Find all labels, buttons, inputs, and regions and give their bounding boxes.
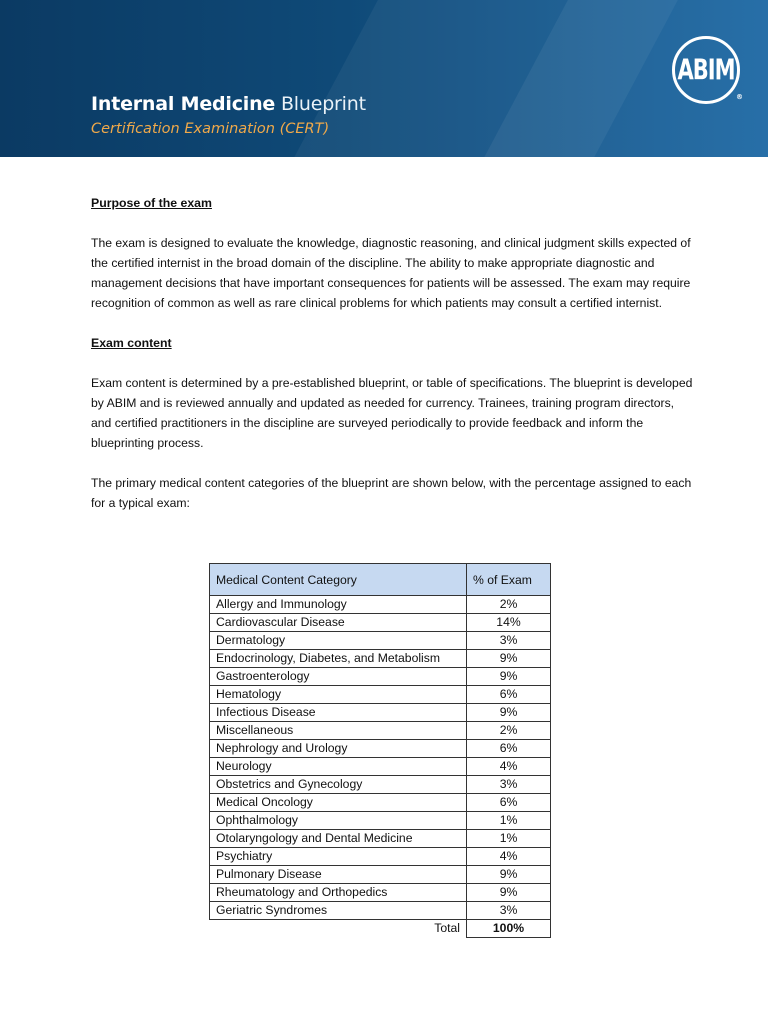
- table-row: [210, 776, 551, 794]
- table-row: [210, 848, 551, 866]
- category-cell: Medical Oncology: [210, 794, 467, 812]
- title-bold: Internal Medicine: [91, 93, 276, 115]
- table-row: [210, 614, 551, 632]
- table-row: [210, 722, 551, 740]
- table-row: [210, 740, 551, 758]
- header-banner: [0, 0, 768, 157]
- table-row: [210, 794, 551, 812]
- percent-cell: 3%: [467, 632, 551, 650]
- table-row: [210, 812, 551, 830]
- logo-text: ABIM: [677, 53, 735, 87]
- percent-cell: 9%: [467, 884, 551, 902]
- blueprint-table: [209, 563, 551, 938]
- category-cell: Nephrology and Urology: [210, 740, 467, 758]
- content-paragraph-1: Exam content is determined by a pre-established blueprint, or table of specifications. The blueprint is developed by ABIM and is reviewed annually and updated as needed for currency. Trainees, training program directors, and certified practitioners in the discipline are surveyed periodically to provide feedback and inform the blueprinting process.: [91, 376, 693, 450]
- category-cell: Ophthalmology: [210, 812, 467, 830]
- content-paragraph-2: The primary medical content categories of the blueprint are shown below, with the percentage assigned to each for a typical exam:: [91, 476, 692, 510]
- percent-cell: 6%: [467, 686, 551, 704]
- table-row: [210, 650, 551, 668]
- percent-cell: 4%: [467, 758, 551, 776]
- percent-cell: 1%: [467, 830, 551, 848]
- percent-cell: 2%: [467, 722, 551, 740]
- table-row: [210, 884, 551, 902]
- table-row: [210, 866, 551, 884]
- column-header-percent: % of Exam: [467, 564, 551, 596]
- percent-cell: 4%: [467, 848, 551, 866]
- table-total-row: [210, 920, 551, 938]
- column-header-category: Medical Content Category: [210, 564, 467, 596]
- category-cell: Cardiovascular Disease: [210, 614, 467, 632]
- table-row: [210, 686, 551, 704]
- table-row: [210, 632, 551, 650]
- category-cell: Geriatric Syndromes: [210, 902, 467, 920]
- percent-cell: 3%: [467, 902, 551, 920]
- table-row: [210, 830, 551, 848]
- abim-logo: [672, 36, 743, 104]
- table-row: [210, 704, 551, 722]
- percent-cell: 9%: [467, 866, 551, 884]
- purpose-heading: Purpose of the exam: [91, 196, 212, 210]
- percent-cell: 9%: [467, 668, 551, 686]
- category-cell: Pulmonary Disease: [210, 866, 467, 884]
- percent-cell: 2%: [467, 596, 551, 614]
- total-value: 100%: [467, 920, 551, 938]
- percent-cell: 9%: [467, 704, 551, 722]
- percent-cell: 9%: [467, 650, 551, 668]
- category-cell: Psychiatry: [210, 848, 467, 866]
- document-body: [91, 193, 697, 513]
- percent-cell: 6%: [467, 740, 551, 758]
- page-title: [91, 93, 366, 115]
- category-cell: Gastroenterology: [210, 668, 467, 686]
- category-cell: Obstetrics and Gynecology: [210, 776, 467, 794]
- title-light: Blueprint: [280, 93, 366, 115]
- percent-cell: 3%: [467, 776, 551, 794]
- logo-registered-mark: ®: [736, 93, 743, 101]
- category-cell: Allergy and Immunology: [210, 596, 467, 614]
- content-heading: Exam content: [91, 336, 172, 350]
- category-cell: Neurology: [210, 758, 467, 776]
- blueprint-table-container: [209, 563, 551, 938]
- percent-cell: 1%: [467, 812, 551, 830]
- table-header-row: [210, 564, 551, 596]
- category-cell: Dermatology: [210, 632, 467, 650]
- total-label: Total: [434, 921, 460, 936]
- page-subtitle: Certification Examination (CERT): [91, 121, 330, 137]
- table-row: [210, 668, 551, 686]
- table-row: [210, 902, 551, 920]
- table-row: [210, 596, 551, 614]
- category-cell: Miscellaneous: [210, 722, 467, 740]
- purpose-paragraph: The exam is designed to evaluate the knowledge, diagnostic reasoning, and clinical judgment skills expected of the certified internist in the broad domain of the discipline. The ability to make appropriate diagnostic and management decisions that have important consequences for patients will be assessed. The exam may require recognition of common as well as rare clinical problems for which patients may consult a certified internist.: [91, 236, 691, 310]
- category-cell: Hematology: [210, 686, 467, 704]
- category-cell: Rheumatology and Orthopedics: [210, 884, 467, 902]
- category-cell: Otolaryngology and Dental Medicine: [210, 830, 467, 848]
- percent-cell: 14%: [467, 614, 551, 632]
- category-cell: Endocrinology, Diabetes, and Metabolism: [210, 650, 467, 668]
- category-cell: Infectious Disease: [210, 704, 467, 722]
- percent-cell: 6%: [467, 794, 551, 812]
- table-row: [210, 758, 551, 776]
